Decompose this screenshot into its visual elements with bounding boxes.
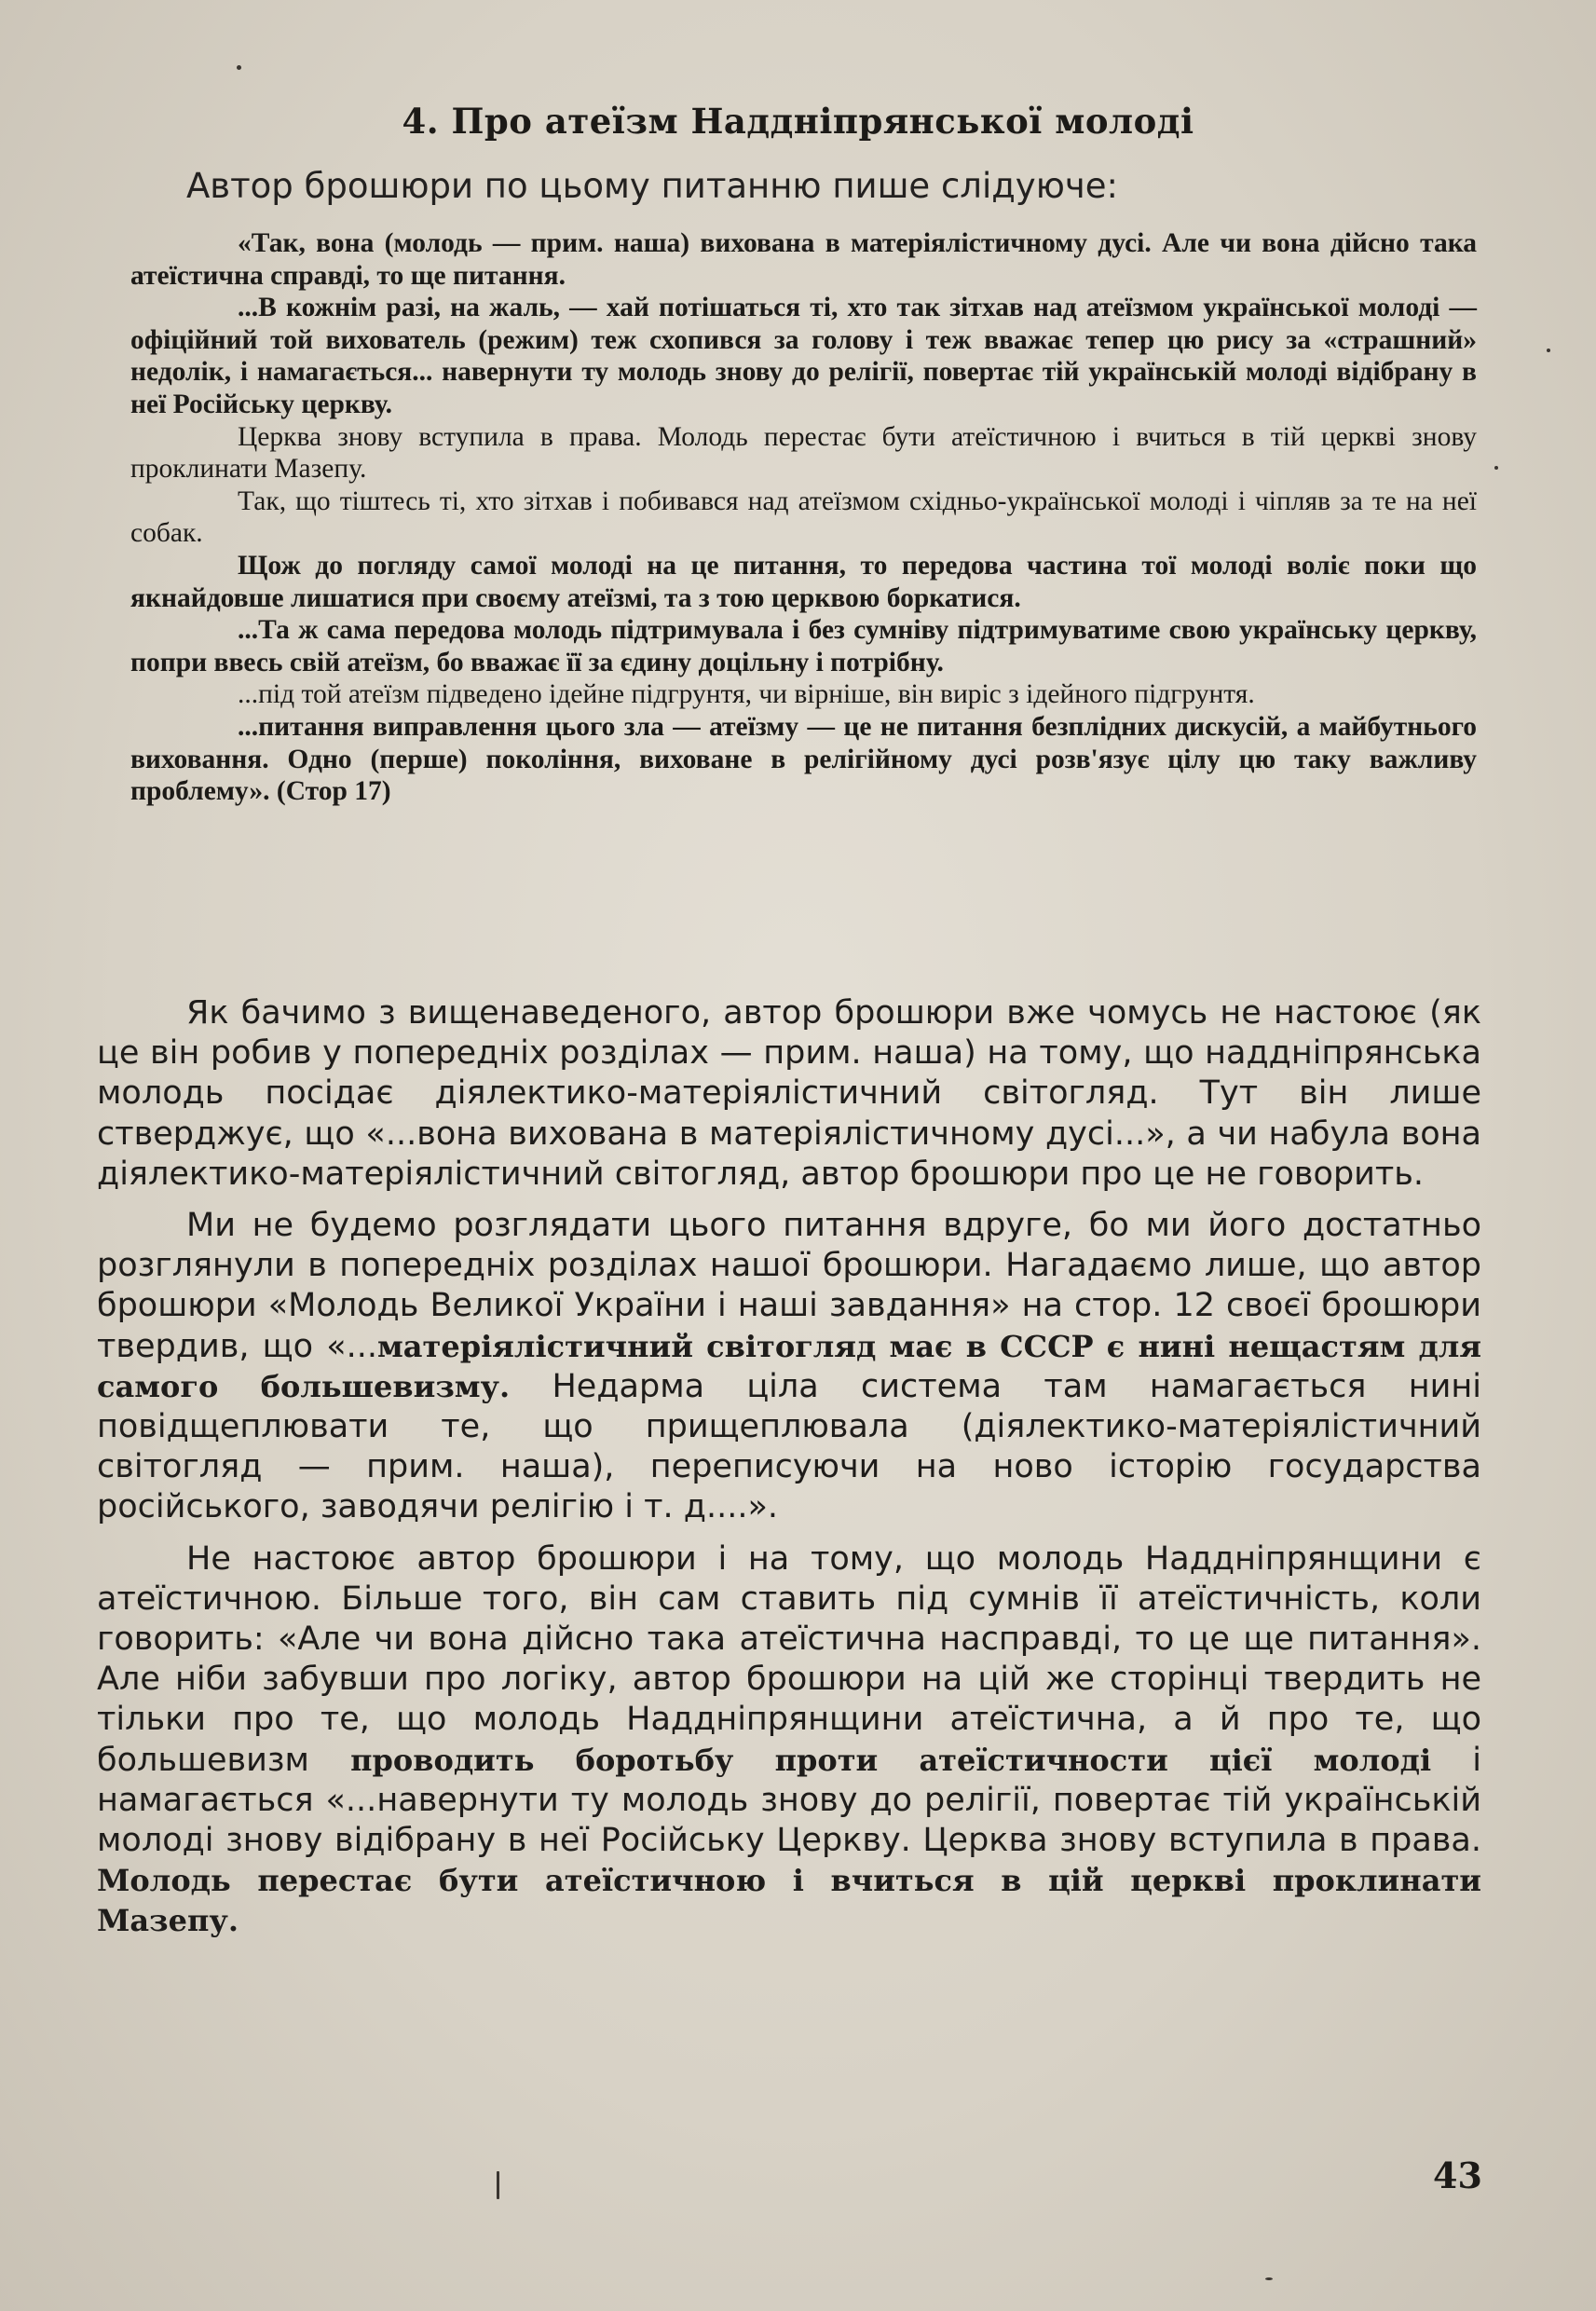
body-paragraph-text: Як бачимо з вищенаведеного, автор брошюри вже чомусь не настоює (як це він робив у попередніх розділах — прим. наша) на тому, що наддніпрянська молодь посідає діялектико-матеріялістичний світогляд. Тут він лише стверджує, що «...вона вихована в матеріялістичному дусі...», а чи набула вона діялектико-матеріялістичний світогляд, автор брошюри про це не говорить. (97, 994, 1481, 1193)
quote-paragraph: Щож до погляду самої молоді на це питання, то передова частина тої молоді воліє поки що якнайдовше лишатися при своєму атеїзмі, та з тою церквою боркатися. (130, 550, 1477, 613)
body-paragraph (97, 993, 1481, 1195)
body-paragraph-bold-end: Молодь перестає бути атеїстичною і вчиться в цій церкві проклинати Мазепу. (97, 1863, 1481, 1939)
quote-paragraph: ...під той атеїзм підведено ідейне підгрунтя, чи вірніше, він виріс з ідейного підгрунтя. (238, 679, 1255, 710)
quote-paragraph: Так, що тіштесь ті, хто зітхав і побивався над атеїзмом східньо-української молоді і чіпляв за те на неї собак. (130, 485, 1477, 549)
quote-paragraph: Церква знову вступила в права. Молодь перестає бути атеїстичною і вчиться в тій церкві знову проклинати Мазепу. (130, 421, 1477, 485)
page-number: 43 (1433, 2154, 1482, 2196)
print-speck (237, 65, 241, 70)
quote-paragraph: «Так, вона (молодь — прим. наша) вихована в матеріялістичному дусі. Але чи вона дійсно така атеїстична справді, то ще питання. (130, 228, 1477, 291)
body-paragraph (97, 1206, 1481, 1528)
quote-paragraph: ...В кожнім разі, на жаль, — хай потішаться ті, хто так зітхав над атеїзмом української молоді — офіційний той вихователь (режим) теж схопився за голову і теж вважає тепер цю рису за «страшний» недолік, і намагається... навернути ту молодь знову до релігії, повертає тій українській молоді відібрану в неї Російську церкву. (130, 293, 1477, 419)
section-heading: 4. Про атеїзм Наддніпрянської молоді (402, 101, 1194, 142)
print-speck (1265, 2277, 1273, 2280)
body-text (97, 993, 1481, 1953)
print-speck (1494, 466, 1498, 470)
body-paragraph-tail: Недарма ціла система там намагається нині повідщеплювати те, що прищеплювала (діялектико-матеріялістичний світогляд — прим. наша), переписуючи на ново історію государства російського, заводячи релігію і т. д....». (97, 1367, 1481, 1526)
body-paragraph-tail: і намагається «...навернути ту молодь знову до релігії, повертає тій українській молоді знову відібрану в неї Російську Церкву. Церква знову вступила в права. (97, 1741, 1481, 1860)
body-paragraph-bold: проводить боротьбу проти атеїстичности цієї молоді (350, 1742, 1432, 1778)
body-paragraph-bold: матеріялістичний світогляд має в СССР є нині нещастям для самого большевизму. (97, 1328, 1481, 1404)
quote-paragraph: ...питання виправлення цього зла — атеїзму — це не питання безплідних дискусій, а майбутнього виховання. Одно (перше) покоління, виховане в релігійному дусі розв'язує цілу цю таку важливу проблему». (Стор 17) (130, 711, 1477, 807)
body-paragraph-text: Ми не будемо розглядати цього питання вдруге, бо ми його достатньо розглянули в попередніх розділах нашої брошюри. Нагадаємо лише, що автор брошюри «Молодь Великої України і наші завдання» на стор. 12 своєї брошюри твердив, що «... (97, 1207, 1481, 1365)
quoted-passage (130, 227, 1477, 808)
body-paragraph-text: Не настоює автор брошюри і на тому, що молодь Наддніпрянщини є атеїстичною. Більше того, він сам ставить під сумнів її атеїстичність, коли говорить: «Але чи вона дійсно така атеїстична насправді, то це ще питання». Але ніби забувши про логіку, автор брошюри на цій же сторінці твердить не тільки про те, що молодь Наддніпрянщини атеїстична, а й про те, що большевизм (97, 1539, 1481, 1779)
intro-line: Автор брошюри по цьому питанню пише слідуюче: (186, 166, 1118, 206)
print-speck (1547, 349, 1550, 352)
quote-paragraph: ...Та ж сама передова молодь підтримувала і без сумніву підтримуватиме свою українську церкву, попри ввесь свій атеїзм, бо вважає її за єдину доцільну і потрібну. (130, 615, 1477, 677)
print-speck (497, 2171, 499, 2199)
body-paragraph (97, 1539, 1481, 1942)
